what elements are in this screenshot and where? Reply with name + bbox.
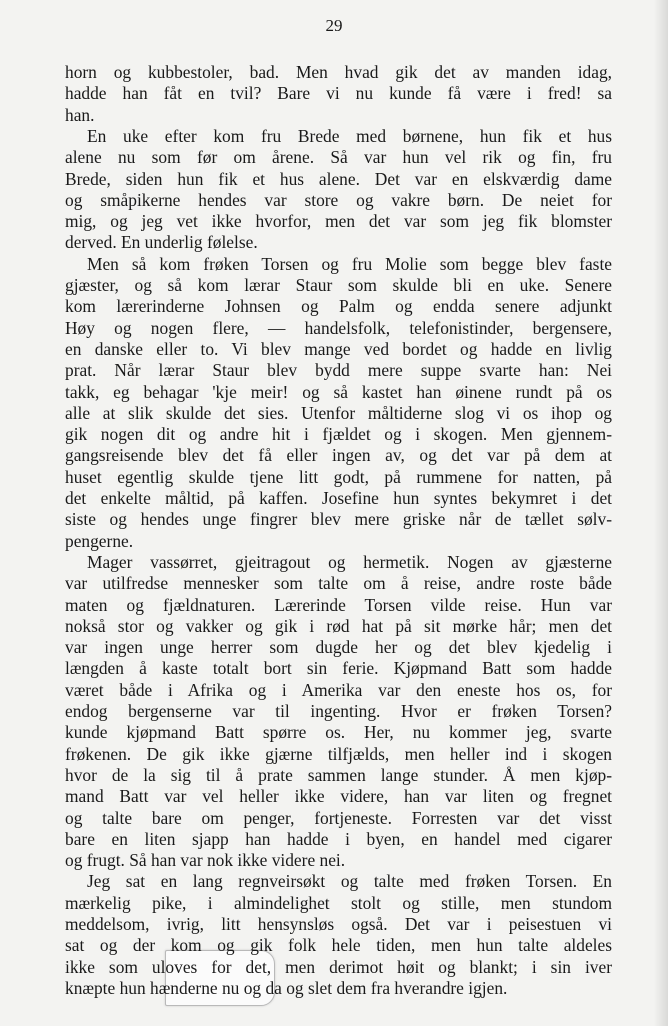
- text-line: gik nogen dit og andre hit i fjældet og i skogen. Men gjennem-: [65, 424, 612, 445]
- text-line: En uke efter kom fru Brede med børnene, hun fik et hus: [87, 125, 612, 146]
- text-line: Høy og nogen flere, — handelsfolk, telefonistinder, bergensere,: [65, 317, 612, 338]
- text-line: Brede, siden hun fik et hus alene. Det var en elskværdig dame: [65, 168, 612, 189]
- text-line: maten og fjældnaturen. Lærerinde Torsen vilde reise. Hun var: [65, 594, 612, 615]
- text-line: derved. En underlig følelse.: [65, 232, 258, 253]
- text-line: og småpikerne hendes var store og vakre børn. De neiet for: [65, 189, 612, 210]
- text-line: kunde kjøpmand Batt spørre os. Her, nu kommer jeg, svarte: [65, 722, 612, 743]
- text-line: gjæster, og så kom lærar Staur som skulde bli en uke. Senere: [65, 275, 612, 295]
- text-line: kom lærerinderne Johnsen og Palm og endda senere adjunkt: [65, 296, 612, 317]
- text-line: nokså stor og vakker og gik i rød hat på sit mørke hår; men det: [65, 615, 612, 636]
- text-line: mand Batt var vel heller ikke videre, han var liten og fregnet: [65, 786, 612, 807]
- text-line: bare en liten sjapp han hadde i byen, en handel med cigarer: [65, 828, 612, 849]
- text-line: Mager vassørret, gjeitragout og hermetik. Nogen av gjæsterne: [87, 551, 612, 572]
- text-line: gangsreisende blev det få eller ingen av, og det var på dem at: [65, 445, 612, 466]
- text-line: det enkelte måltid, på kaffen. Josefine hun syntes bekymret i det: [65, 488, 612, 508]
- text-line: siste og hendes unge fingrer blev mere griske når de tællet sølv-: [65, 509, 612, 530]
- text-line: hvor de la sig til å prate sammen lange stunder. Å men kjøp-: [65, 764, 612, 785]
- text-line: sat og der kom og gik folk hele tiden, men hun talte aldeles: [65, 935, 612, 956]
- text-line: var ingen unge herrer som dugde her og det blev kjedelig i: [65, 637, 612, 658]
- text-line: alene nu som før om årene. Så var hun vel rik og fin, fru: [65, 147, 612, 168]
- text-line: alle at slik skulde det sies. Utenfor måltiderne slog vi os ihop og: [65, 402, 612, 423]
- text-line: hadde han fåt en tvil? Bare vi nu kunde få være i fred! sa: [65, 83, 612, 104]
- page-number: 29: [325, 16, 343, 35]
- text-line: og frugt. Så han var nok ikke videre nei.: [65, 850, 346, 871]
- text-line: meddelsom, ivrig, litt hensynsløs også. Det var i peisestuen vi: [65, 914, 612, 934]
- text-line: huset egentlig skulde tjene litt godt, på rummene for natten, på: [65, 466, 612, 487]
- text-line: takk, eg behagar 'kje meir! og så kastet han øinene rundt på os: [65, 381, 612, 402]
- page-edge-shadow: [654, 0, 668, 1026]
- text-line: Jeg sat en lang regnveirsøkt og talte med frøken Torsen. En: [87, 871, 612, 892]
- text-line: endog bergenserne var til ingenting. Hvor er frøken Torsen?: [65, 701, 612, 721]
- text-line: en danske eller to. Vi blev mange ved bordet og hadde en livlig: [65, 338, 612, 359]
- text-line: mig, og jeg vet ikke hvorfor, men det var som jeg fik blomster: [65, 211, 612, 232]
- text-line: pengerne.: [65, 530, 134, 551]
- text-line: knæpte hun hænderne nu og da og slet dem fra hverandre igjen.: [65, 977, 508, 998]
- text-line: horn og kubbestoler, bad. Men hvad gik det av manden idag,: [65, 62, 612, 82]
- text-line: og talte bare om penger, fortjeneste. Forresten var det visst: [65, 807, 612, 828]
- text-line: han.: [65, 104, 95, 125]
- text-line: Men så kom frøken Torsen og fru Molie som begge blev faste: [87, 253, 612, 274]
- text-line: var utilfredse mennesker som talte om å reise, andre roste både: [65, 573, 612, 594]
- text-line: prat. Når lærar Staur blev bydd mere suppe svarte han: Nei: [65, 360, 612, 381]
- text-line: frøkenen. De gik ikke gjærne tilfjælds, men heller ind i skogen: [65, 743, 612, 764]
- text-line: længden å kaste totalt bort sin ferie. Kjøpmand Batt som hadde: [65, 658, 612, 679]
- text-line: været både i Afrika og i Amerika var den eneste hos os, for: [65, 679, 612, 700]
- text-line: ikke som uloves for det, men derimot høit og blankt; i sin iver: [65, 956, 612, 977]
- text-line: mærkelig pike, i almindelighet stolt og stille, men stundom: [65, 892, 612, 913]
- body-text: [65, 0, 612, 998]
